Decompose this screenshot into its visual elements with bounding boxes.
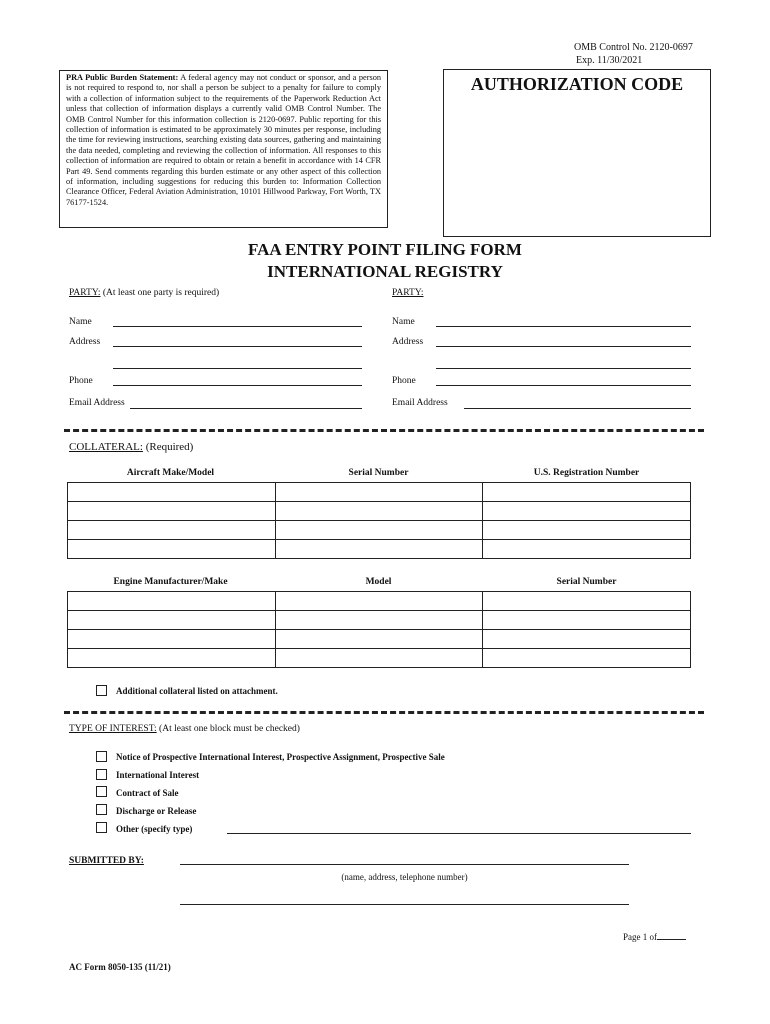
interest-international-label: International Interest xyxy=(116,770,200,780)
table-cell[interactable] xyxy=(483,592,691,611)
party-left-email-field[interactable] xyxy=(130,408,362,409)
form-title-line2: INTERNATIONAL REGISTRY xyxy=(267,262,503,281)
table-cell[interactable] xyxy=(483,502,691,521)
table-cell[interactable] xyxy=(68,592,276,611)
table-cell[interactable] xyxy=(68,611,276,630)
party-left-phone-label: Phone xyxy=(69,376,93,386)
table-row xyxy=(68,502,691,521)
engine-manufacturer-header: Engine Manufacturer/Make xyxy=(113,577,228,587)
table-cell[interactable] xyxy=(483,540,691,559)
aircraft-table xyxy=(67,482,691,559)
engine-serial-header: Serial Number xyxy=(556,577,617,587)
table-cell[interactable] xyxy=(275,649,483,668)
table-row xyxy=(68,649,691,668)
party-left-heading-row xyxy=(69,288,219,298)
party-right-heading: PARTY: xyxy=(392,288,424,298)
engine-model-header: Model xyxy=(365,577,392,587)
additional-collateral-checkbox[interactable] xyxy=(96,685,107,696)
party-right-heading-row xyxy=(392,288,423,298)
party-right-address-label: Address xyxy=(392,337,424,347)
party-right-phone-label: Phone xyxy=(392,376,416,386)
party-left-name-field[interactable] xyxy=(113,326,362,327)
table-cell[interactable] xyxy=(275,483,483,502)
table-cell[interactable] xyxy=(68,649,276,668)
omb-block xyxy=(574,41,693,67)
submitted-by-label: SUBMITTED BY: xyxy=(69,856,144,866)
interest-note: (At least one block must be checked) xyxy=(159,724,300,734)
table-row xyxy=(68,540,691,559)
interest-heading-row xyxy=(69,724,300,734)
table-row xyxy=(68,630,691,649)
interest-contract-sale-label: Contract of Sale xyxy=(116,788,179,798)
party-right-phone-field[interactable] xyxy=(436,385,691,386)
party-right-email-field[interactable] xyxy=(464,408,691,409)
table-cell[interactable] xyxy=(68,483,276,502)
table-cell[interactable] xyxy=(483,483,691,502)
interest-heading: TYPE OF INTEREST: xyxy=(69,724,157,734)
submitted-by-hint: (name, address, telephone number) xyxy=(341,872,468,882)
party-right-address-field[interactable] xyxy=(436,346,691,347)
aircraft-registration-header: U.S. Registration Number xyxy=(533,468,640,478)
party-right-name-field[interactable] xyxy=(436,326,691,327)
party-right-address-field-2[interactable] xyxy=(436,368,691,369)
collateral-note: (Required) xyxy=(145,441,194,453)
party-left-email-label: Email Address xyxy=(69,398,125,408)
table-row xyxy=(68,483,691,502)
section-divider-2 xyxy=(64,711,704,714)
interest-prospective-checkbox[interactable] xyxy=(96,751,107,762)
authorization-code-label: AUTHORIZATION CODE xyxy=(470,74,684,94)
party-left-note: (At least one party is required) xyxy=(102,288,220,298)
table-cell[interactable] xyxy=(275,630,483,649)
interest-other-specify-field[interactable] xyxy=(227,833,691,834)
table-cell[interactable] xyxy=(275,540,483,559)
table-cell[interactable] xyxy=(275,611,483,630)
interest-discharge-label: Discharge or Release xyxy=(116,806,197,816)
table-cell[interactable] xyxy=(483,630,691,649)
pra-title: PRA Public Burden Statement: xyxy=(66,73,179,82)
authorization-code-box[interactable] xyxy=(443,69,711,237)
party-left-phone-field[interactable] xyxy=(113,385,362,386)
form-id: AC Form 8050-135 (11/21) xyxy=(69,962,171,972)
table-cell[interactable] xyxy=(68,540,276,559)
total-pages-field[interactable] xyxy=(657,930,686,940)
additional-collateral-label: Additional collateral listed on attachment. xyxy=(116,686,278,696)
submitted-by-field[interactable] xyxy=(180,864,629,865)
collateral-heading-row xyxy=(69,441,193,453)
party-left-address-field-2[interactable] xyxy=(113,368,362,369)
party-left-address-label: Address xyxy=(69,337,101,347)
pra-statement-box xyxy=(59,70,388,228)
interest-other-label: Other (specify type) xyxy=(116,824,193,834)
party-right-name-label: Name xyxy=(392,317,415,327)
collateral-heading: COLLATERAL: xyxy=(69,441,143,453)
table-cell[interactable] xyxy=(275,521,483,540)
engine-table xyxy=(67,591,691,668)
table-cell[interactable] xyxy=(275,502,483,521)
party-left-name-label: Name xyxy=(69,317,92,327)
section-divider xyxy=(64,429,704,432)
table-cell[interactable] xyxy=(275,592,483,611)
party-left-address-field[interactable] xyxy=(113,346,362,347)
aircraft-serial-header: Serial Number xyxy=(348,468,409,478)
aircraft-make-model-header: Aircraft Make/Model xyxy=(126,468,215,478)
expiration-date: Exp. 11/30/2021 xyxy=(576,55,643,66)
pra-text: A federal agency may not conduct or sponsor, and a person is not required to respond to, nor shall a person be subject to a penalty for failure to comply with a collection of information subject to the requirements of the Paperwork Reduction Act unless that collection of information displays a currently valid OMB Control Number. The OMB Control Number for this information collection is 2120-0697. Public reporting for this collection of information is estimated to be approximately 30 minutes per response, including the time for reviewing instructions, searching existing data sources, gathering and maintaining the data needed, completing and reviewing the collection of information. All responses to this collection of information are required to obtain or retain a benefit in accordance with 14 CFR Part 49. Send comments regarding this burden estimate or any other aspect of this collection of information, including suggestions for reducing this burden to: Information Collection Clearance Officer, Federal Aviation Administration, 10101 Hillwood Parkway, Fort Worth, TX 76177-1524. xyxy=(66,73,382,207)
party-right-email-label: Email Address xyxy=(392,398,448,408)
table-row xyxy=(68,521,691,540)
table-cell[interactable] xyxy=(483,611,691,630)
submitted-by-field-2[interactable] xyxy=(180,904,629,905)
table-cell[interactable] xyxy=(68,630,276,649)
table-row xyxy=(68,592,691,611)
table-cell[interactable] xyxy=(68,502,276,521)
form-title-line1: FAA ENTRY POINT FILING FORM xyxy=(248,240,522,259)
table-cell[interactable] xyxy=(483,521,691,540)
party-left-heading: PARTY: xyxy=(69,288,101,298)
table-cell[interactable] xyxy=(68,521,276,540)
page-number-label: Page 1 of xyxy=(623,932,657,942)
interest-contract-sale-checkbox[interactable] xyxy=(96,786,107,797)
table-row xyxy=(68,611,691,630)
interest-other-checkbox[interactable] xyxy=(96,822,107,833)
interest-discharge-checkbox[interactable] xyxy=(96,804,107,815)
interest-international-checkbox[interactable] xyxy=(96,769,107,780)
omb-control-number: OMB Control No. 2120-0697 xyxy=(574,42,693,53)
table-cell[interactable] xyxy=(483,649,691,668)
page-number xyxy=(623,930,686,942)
interest-prospective-label: Notice of Prospective International Interest, Prospective Assignment, Prospective Sale xyxy=(116,752,445,762)
